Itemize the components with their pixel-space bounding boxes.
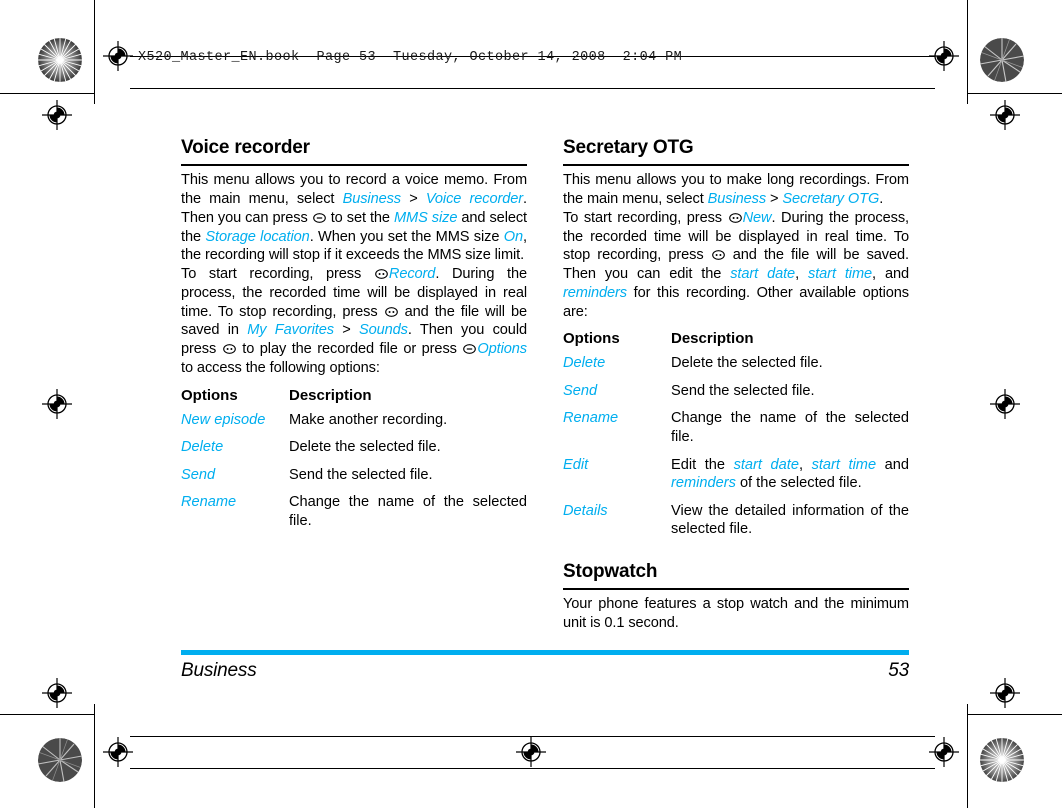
option-name: Send bbox=[563, 382, 598, 399]
text-run: and bbox=[876, 456, 910, 473]
option-description: Send the selected file. bbox=[289, 466, 433, 483]
option-description: Make another recording. bbox=[289, 411, 448, 428]
field-ref-reminders: reminders bbox=[671, 475, 736, 492]
option-description: Delete the selected file. bbox=[671, 355, 823, 372]
section-title-stopwatch: Stopwatch bbox=[563, 560, 658, 582]
registration-target-mid-left bbox=[42, 389, 72, 419]
footer-rule-bottom-trim bbox=[130, 768, 935, 769]
text-run: to access the following options: bbox=[181, 359, 380, 376]
menu-ref-my-favorites: My Favorites bbox=[247, 322, 334, 339]
dash-key-icon bbox=[463, 344, 476, 354]
ok-key-icon bbox=[375, 269, 388, 279]
text-run: , the recording will stop if it exceeds the MMS size limit. bbox=[181, 228, 527, 264]
option-name: Delete bbox=[563, 355, 606, 372]
stopwatch-paragraph: Your phone features a stop watch and the minimum unit is 0.1 second. bbox=[563, 596, 909, 631]
field-ref-reminders: reminders bbox=[563, 284, 627, 301]
column-header-options: Options bbox=[181, 386, 238, 404]
softkey-label-options: Options bbox=[477, 341, 527, 358]
text-run: and select the bbox=[181, 209, 528, 245]
section-rule bbox=[563, 164, 909, 167]
section-rule bbox=[563, 588, 909, 591]
field-ref-start-date: start date bbox=[733, 456, 799, 473]
text-run: Edit the bbox=[671, 456, 734, 473]
section-rule bbox=[181, 164, 527, 167]
ok-key-icon bbox=[712, 250, 725, 260]
registration-target-upper-left-inner bbox=[42, 100, 72, 130]
menu-ref-storage-location: Storage location bbox=[205, 228, 310, 245]
screen-angle-patch-bottom-right bbox=[980, 738, 1024, 782]
column-header-options: Options bbox=[563, 330, 620, 348]
menu-ref-mms-size: MMS size bbox=[394, 209, 458, 226]
field-ref-start-time: start time bbox=[811, 456, 877, 473]
menu-ref-business: Business bbox=[342, 191, 401, 208]
left-column bbox=[181, 138, 527, 633]
ok-key-icon bbox=[223, 344, 236, 354]
menu-ref-on: On bbox=[503, 228, 524, 245]
menu-ref-business: Business bbox=[707, 191, 767, 208]
option-name: Delete bbox=[181, 439, 224, 456]
crop-line-right-vertical bbox=[967, 0, 968, 104]
text-run: . bbox=[879, 191, 884, 208]
right-column bbox=[563, 138, 909, 633]
crop-line-right-vertical-lower bbox=[967, 704, 968, 808]
softkey-label-new: New bbox=[742, 209, 772, 226]
page-content bbox=[181, 138, 909, 633]
text-run: , and bbox=[872, 266, 909, 283]
option-name: Rename bbox=[181, 494, 237, 511]
option-description bbox=[671, 456, 909, 502]
table-header-row bbox=[181, 387, 527, 411]
text-run: of the selected file. bbox=[735, 475, 862, 492]
text-run: > bbox=[333, 322, 359, 339]
text-run: > bbox=[766, 191, 783, 208]
text-run: . Then you can press bbox=[181, 191, 527, 226]
header-rule-bottom bbox=[130, 88, 935, 89]
book-file-header: X520_Master_EN.book Page 53 Tuesday, October 14, 2008 2:04 PM bbox=[138, 50, 683, 65]
option-name: Send bbox=[181, 466, 216, 483]
registration-target-bottom-right bbox=[929, 737, 959, 767]
crop-line-bottom-horizontal-left bbox=[0, 714, 94, 715]
registration-target-top-left bbox=[103, 41, 133, 71]
text-run: > bbox=[401, 191, 426, 208]
table-row bbox=[563, 502, 909, 548]
text-run: This menu allows you to make long recordings. From the main menu, select bbox=[563, 172, 909, 208]
text-run: To start recording, press bbox=[563, 209, 728, 226]
softkey-label-record: Record bbox=[388, 266, 436, 283]
voice-recorder-options-table bbox=[181, 387, 527, 540]
column-header-description: Description bbox=[289, 386, 372, 404]
registration-target-lower-right-inner bbox=[990, 678, 1020, 708]
menu-ref-sounds: Sounds bbox=[358, 322, 408, 339]
option-name: Rename bbox=[563, 410, 619, 427]
table-row bbox=[563, 354, 909, 382]
footer-chapter-name: Business bbox=[181, 660, 257, 681]
option-description: View the detailed information of the selected file. bbox=[671, 502, 909, 538]
registration-target-top-right bbox=[929, 41, 959, 71]
text-run: . Then you could press bbox=[181, 322, 527, 358]
footer-page-number: 53 bbox=[888, 660, 909, 681]
menu-ref-secretary-otg: Secretary OTG bbox=[782, 191, 880, 208]
crop-line-top-horizontal-right bbox=[968, 93, 1062, 94]
field-ref-start-time: start time bbox=[808, 266, 873, 283]
table-row bbox=[563, 409, 909, 455]
text-run: . When you set the MMS size bbox=[309, 228, 504, 245]
option-description: Change the name of the selected file. bbox=[289, 494, 527, 529]
field-ref-start-date: start date bbox=[730, 266, 796, 283]
table-row bbox=[181, 466, 527, 494]
menu-ref-voice-recorder: Voice recorder bbox=[425, 191, 524, 208]
table-row bbox=[563, 382, 909, 410]
voice-recorder-paragraph-1 bbox=[181, 171, 527, 265]
text-run: , bbox=[798, 456, 812, 473]
text-run: for this recording. Other available options are: bbox=[563, 284, 909, 320]
ok-key-icon bbox=[385, 307, 398, 317]
secretary-otg-paragraph-1 bbox=[563, 171, 909, 209]
option-description: Change the name of the selected file. bbox=[671, 410, 909, 445]
column-header-description: Description bbox=[671, 330, 754, 348]
dash-key-icon bbox=[313, 213, 326, 223]
voice-recorder-paragraph-2 bbox=[181, 265, 527, 378]
text-run: To start recording, press bbox=[181, 266, 374, 283]
registration-target-lower-left-inner bbox=[42, 678, 72, 708]
option-name: Edit bbox=[563, 456, 589, 473]
crop-line-left-vertical-lower bbox=[94, 704, 95, 808]
table-row bbox=[181, 493, 527, 539]
stopwatch-section bbox=[563, 562, 909, 633]
text-run: , bbox=[795, 266, 809, 283]
table-row bbox=[181, 411, 527, 439]
text-run: and the file will be saved in bbox=[181, 303, 527, 339]
text-run: to play the recorded file or press bbox=[236, 341, 463, 358]
section-title-voice-recorder: Voice recorder bbox=[181, 137, 310, 158]
text-run: and the file will be saved. Then you can edit the bbox=[563, 247, 909, 283]
text-run: . During the process, the recorded time will be displayed in real time. To stop recording, press bbox=[181, 266, 528, 320]
registration-target-mid-right bbox=[990, 389, 1020, 419]
text-run: This menu allows you to record a voice memo. From the main menu, select bbox=[181, 172, 527, 208]
crop-line-left-vertical bbox=[94, 0, 95, 104]
text-run: to set the bbox=[326, 209, 394, 226]
registration-target-bottom-center bbox=[516, 737, 546, 767]
option-name: Details bbox=[563, 502, 608, 519]
screen-angle-patch-top-right bbox=[980, 38, 1024, 82]
option-name: New episode bbox=[181, 411, 266, 428]
option-description: Send the selected file. bbox=[671, 382, 815, 399]
section-title-secretary-otg: Secretary OTG bbox=[563, 137, 694, 158]
table-row bbox=[181, 438, 527, 466]
screen-angle-patch-top-left bbox=[38, 38, 82, 82]
page-footer bbox=[181, 650, 909, 682]
ok-key-icon bbox=[729, 213, 742, 223]
option-description: Delete the selected file. bbox=[289, 439, 441, 456]
text-run: . During the process, the recorded time will be displayed in real time. To stop recording, press bbox=[563, 209, 909, 264]
secretary-otg-paragraph-2 bbox=[563, 209, 909, 322]
registration-target-bottom-left bbox=[103, 737, 133, 767]
table-header-row bbox=[563, 330, 909, 354]
table-row bbox=[563, 456, 909, 502]
crop-line-top-horizontal-left bbox=[0, 93, 94, 94]
registration-target-upper-right-inner bbox=[990, 100, 1020, 130]
crop-line-bottom-horizontal-right bbox=[968, 714, 1062, 715]
screen-angle-patch-bottom-left bbox=[38, 738, 82, 782]
secretary-otg-options-table bbox=[563, 330, 909, 547]
footer-accent-rule bbox=[181, 650, 909, 655]
